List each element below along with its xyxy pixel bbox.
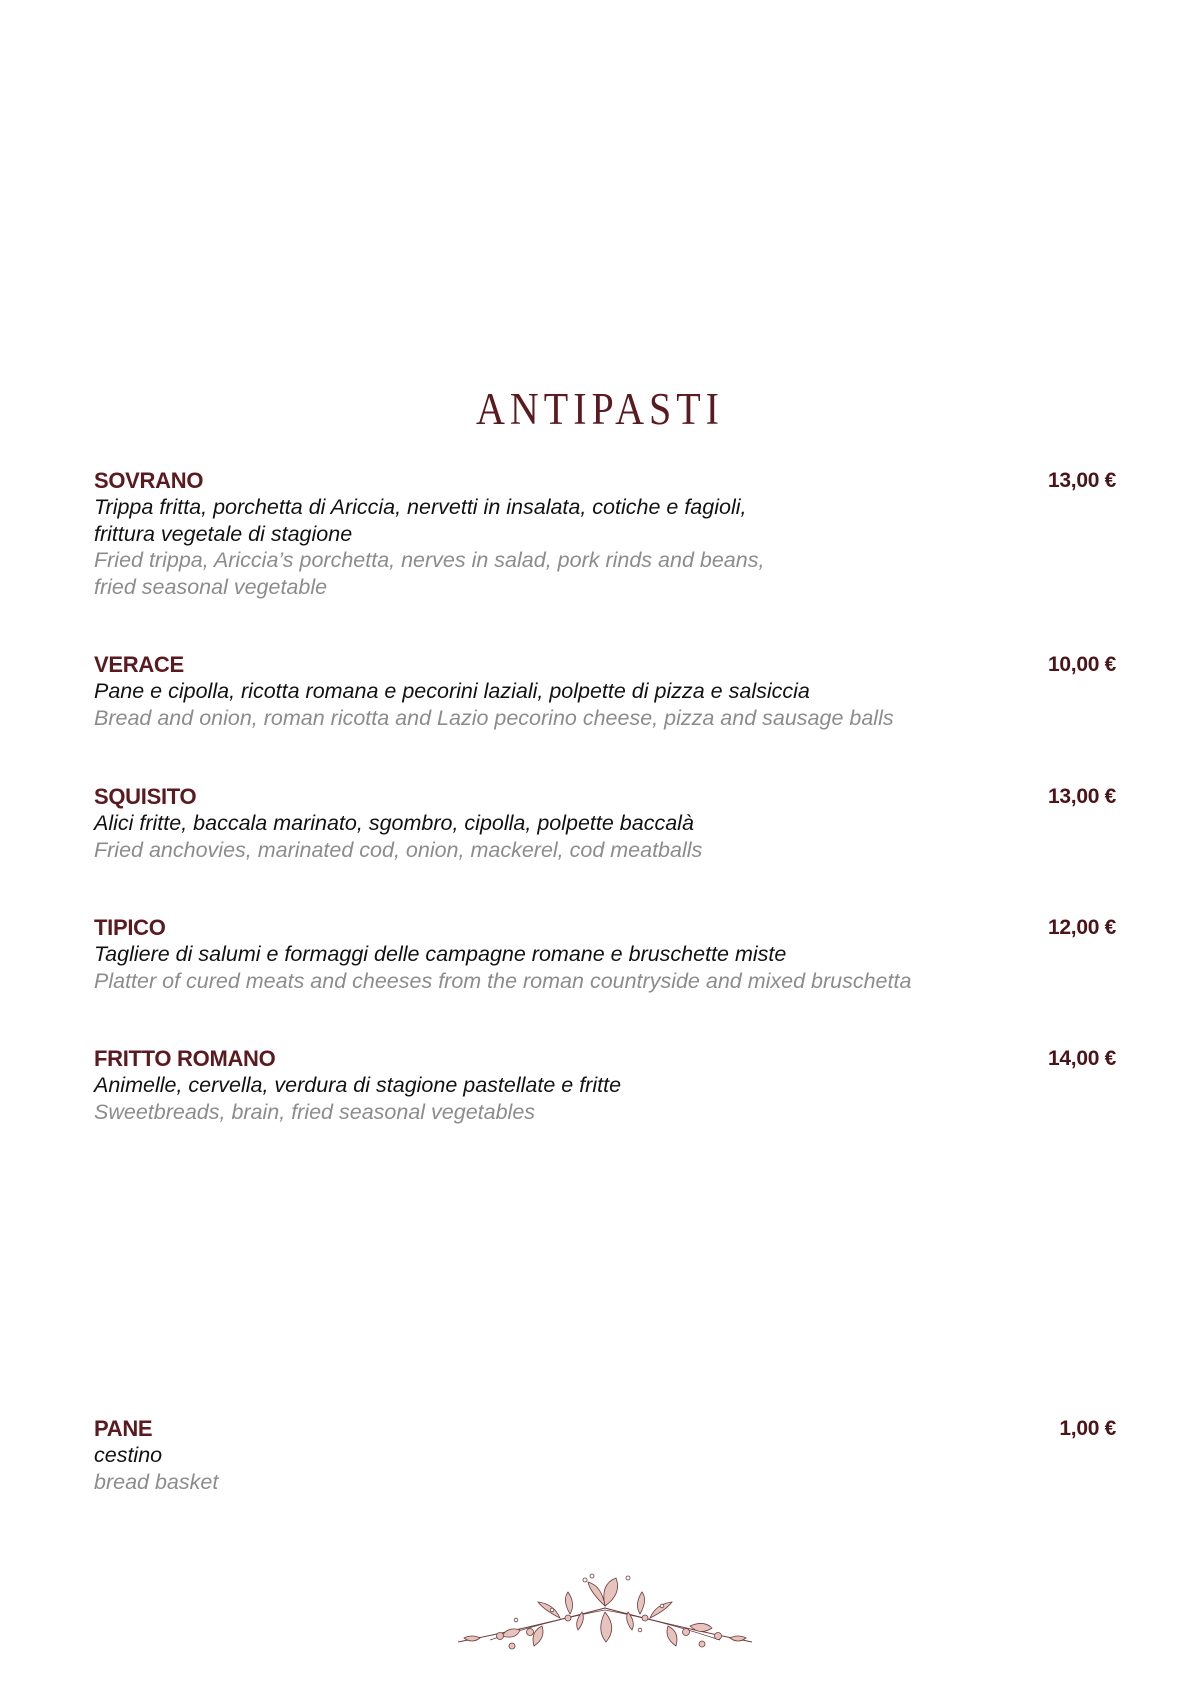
item-name: TIPICO (94, 915, 166, 940)
item-price: 13,00 € (1048, 785, 1116, 808)
item-price: 12,00 € (1048, 916, 1116, 939)
item-description-it: Alici fritte, baccala marinato, sgombro, cipolla, polpette baccalà (94, 811, 694, 835)
item-description-it: cestino (94, 1443, 163, 1467)
item-price: 14,00 € (1048, 1047, 1116, 1070)
item-description-it: Tagliere di salumi e formaggi delle campagne romane e bruschette miste (94, 942, 787, 966)
section-title: ANTIPASTI (476, 382, 724, 435)
item-description-en: bread basket (94, 1469, 219, 1494)
item-description-it: Pane e cipolla, ricotta romana e pecorini laziali, polpette di pizza e salsiccia (94, 679, 810, 703)
item-description-en: fried seasonal vegetable (94, 574, 328, 599)
floral-garland-icon (450, 1570, 760, 1660)
item-name: SOVRANO (94, 468, 204, 493)
menu-item-fritto-romano (94, 1046, 1116, 1125)
item-name: FRITTO ROMANO (94, 1046, 276, 1071)
item-description-en: Bread and onion, roman ricotta and Lazio pecorino cheese, pizza and sausage balls (94, 705, 894, 730)
menu-item-sovrano (94, 468, 1116, 600)
menu-item-squisito (94, 784, 1116, 863)
item-name: PANE (94, 1416, 153, 1441)
item-description-en: Sweetbreads, brain, fried seasonal vegetables (94, 1099, 536, 1124)
item-description-en: Fried trippa, Ariccia’s porchetta, nerves in salad, pork rinds and beans, (94, 548, 765, 572)
item-price: 1,00 € (1059, 1417, 1116, 1440)
item-description-it: frittura vegetale di stagione (94, 521, 353, 546)
menu-item-verace (94, 652, 1116, 731)
item-description-it: Trippa fritta, porchetta di Ariccia, nervetti in insalata, cotiche e fagioli, (94, 495, 747, 519)
menu-item-pane (94, 1416, 1116, 1495)
item-description-it: Animelle, cervella, verdura di stagione pastellate e fritte (94, 1073, 622, 1097)
item-name: VERACE (94, 652, 184, 677)
item-description-en: Fried anchovies, marinated cod, onion, mackerel, cod meatballs (94, 837, 703, 862)
item-price: 10,00 € (1048, 653, 1116, 676)
item-price: 13,00 € (1048, 469, 1116, 492)
item-name: SQUISITO (94, 784, 197, 809)
item-description-en: Platter of cured meats and cheeses from the roman countryside and mixed bruschetta (94, 968, 912, 993)
menu-item-tipico (94, 915, 1116, 994)
